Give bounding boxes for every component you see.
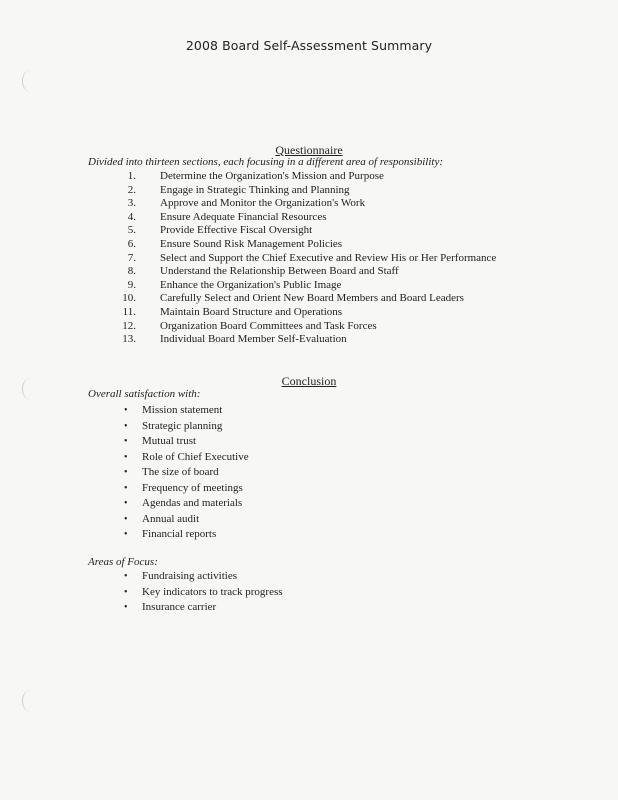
questionnaire-heading: Questionnaire xyxy=(275,143,343,157)
item-text: Select and Support the Chief Executive and Review His or Her Performance xyxy=(160,251,497,264)
item-number: 12. xyxy=(122,319,136,332)
bullet-icon: • xyxy=(124,405,128,416)
bullet-icon: • xyxy=(124,498,128,509)
item-text: Enhance the Organization's Public Image xyxy=(160,278,342,291)
item-text: Fundraising activities xyxy=(142,570,238,582)
bullet-icon: • xyxy=(124,467,128,478)
item-text: Maintain Board Structure and Operations xyxy=(160,305,343,318)
item-text: Agendas and materials xyxy=(142,497,243,509)
bullet-icon: • xyxy=(124,586,128,598)
item-number: 2. xyxy=(127,183,136,196)
item-text: Individual Board Member Self-Evaluation xyxy=(160,333,347,346)
item-text: Provide Effective Fiscal Oversight xyxy=(160,224,313,237)
item-number: 10. xyxy=(122,292,136,305)
item-text: Carefully Select and Orient New Board Members and Board Leaders xyxy=(160,292,464,305)
item-text: Key indicators to track progress xyxy=(142,585,283,598)
questionnaire-intro: Divided into thirteen sections, each focusing in a different area of responsibility: xyxy=(88,156,443,168)
item-text: Understand the Relationship Between Board and Staff xyxy=(160,265,399,278)
item-text: Organization Board Committees and Task Forces xyxy=(160,319,377,332)
item-text: Strategic planning xyxy=(142,419,223,432)
item-text: Mutual trust xyxy=(142,435,197,447)
item-text: Insurance carrier xyxy=(142,601,217,613)
bullet-icon: • xyxy=(124,451,128,463)
item-text: Annual audit xyxy=(142,512,200,525)
item-text: Determine the Organization's Mission and Purpose xyxy=(160,170,384,182)
item-text: Frequency of meetings xyxy=(142,481,243,494)
conclusion-heading: Conclusion xyxy=(281,374,337,388)
item-text: Role of Chief Executive xyxy=(142,450,249,463)
focus-intro: Areas of Focus: xyxy=(88,556,158,568)
bullet-icon: • xyxy=(124,513,128,525)
item-number: 7. xyxy=(127,251,136,264)
item-number: 5. xyxy=(127,224,136,237)
item-number: 6. xyxy=(127,237,136,250)
item-number: 13. xyxy=(122,333,136,346)
bullet-icon: • xyxy=(124,482,128,494)
item-text: Mission statement xyxy=(142,404,223,416)
satisfaction-intro: Overall satisfaction with: xyxy=(88,388,201,400)
bullet-icon: • xyxy=(124,436,128,447)
item-number: 8. xyxy=(127,265,136,278)
punch-hole-mark xyxy=(22,70,39,92)
item-number: 4. xyxy=(127,210,136,223)
item-text: Ensure Adequate Financial Resources xyxy=(160,210,327,223)
item-text: Financial reports xyxy=(142,528,217,540)
punch-hole-mark xyxy=(22,690,39,712)
item-number: 3. xyxy=(127,197,136,210)
bullet-icon: • xyxy=(124,571,128,582)
item-number: 11. xyxy=(122,305,136,318)
item-text: Ensure Sound Risk Management Policies xyxy=(160,237,343,250)
item-text: Approve and Monitor the Organization's Work xyxy=(160,197,366,210)
bullet-icon: • xyxy=(124,602,128,613)
bullet-icon: • xyxy=(124,420,128,432)
page-title: 2008 Board Self-Assessment Summary xyxy=(185,38,433,53)
item-text: Engage in Strategic Thinking and Planning xyxy=(160,183,350,196)
bullet-icon: • xyxy=(124,529,128,540)
item-number: 9. xyxy=(127,278,136,291)
item-number: 1. xyxy=(127,170,136,182)
item-text: The size of board xyxy=(142,466,219,478)
